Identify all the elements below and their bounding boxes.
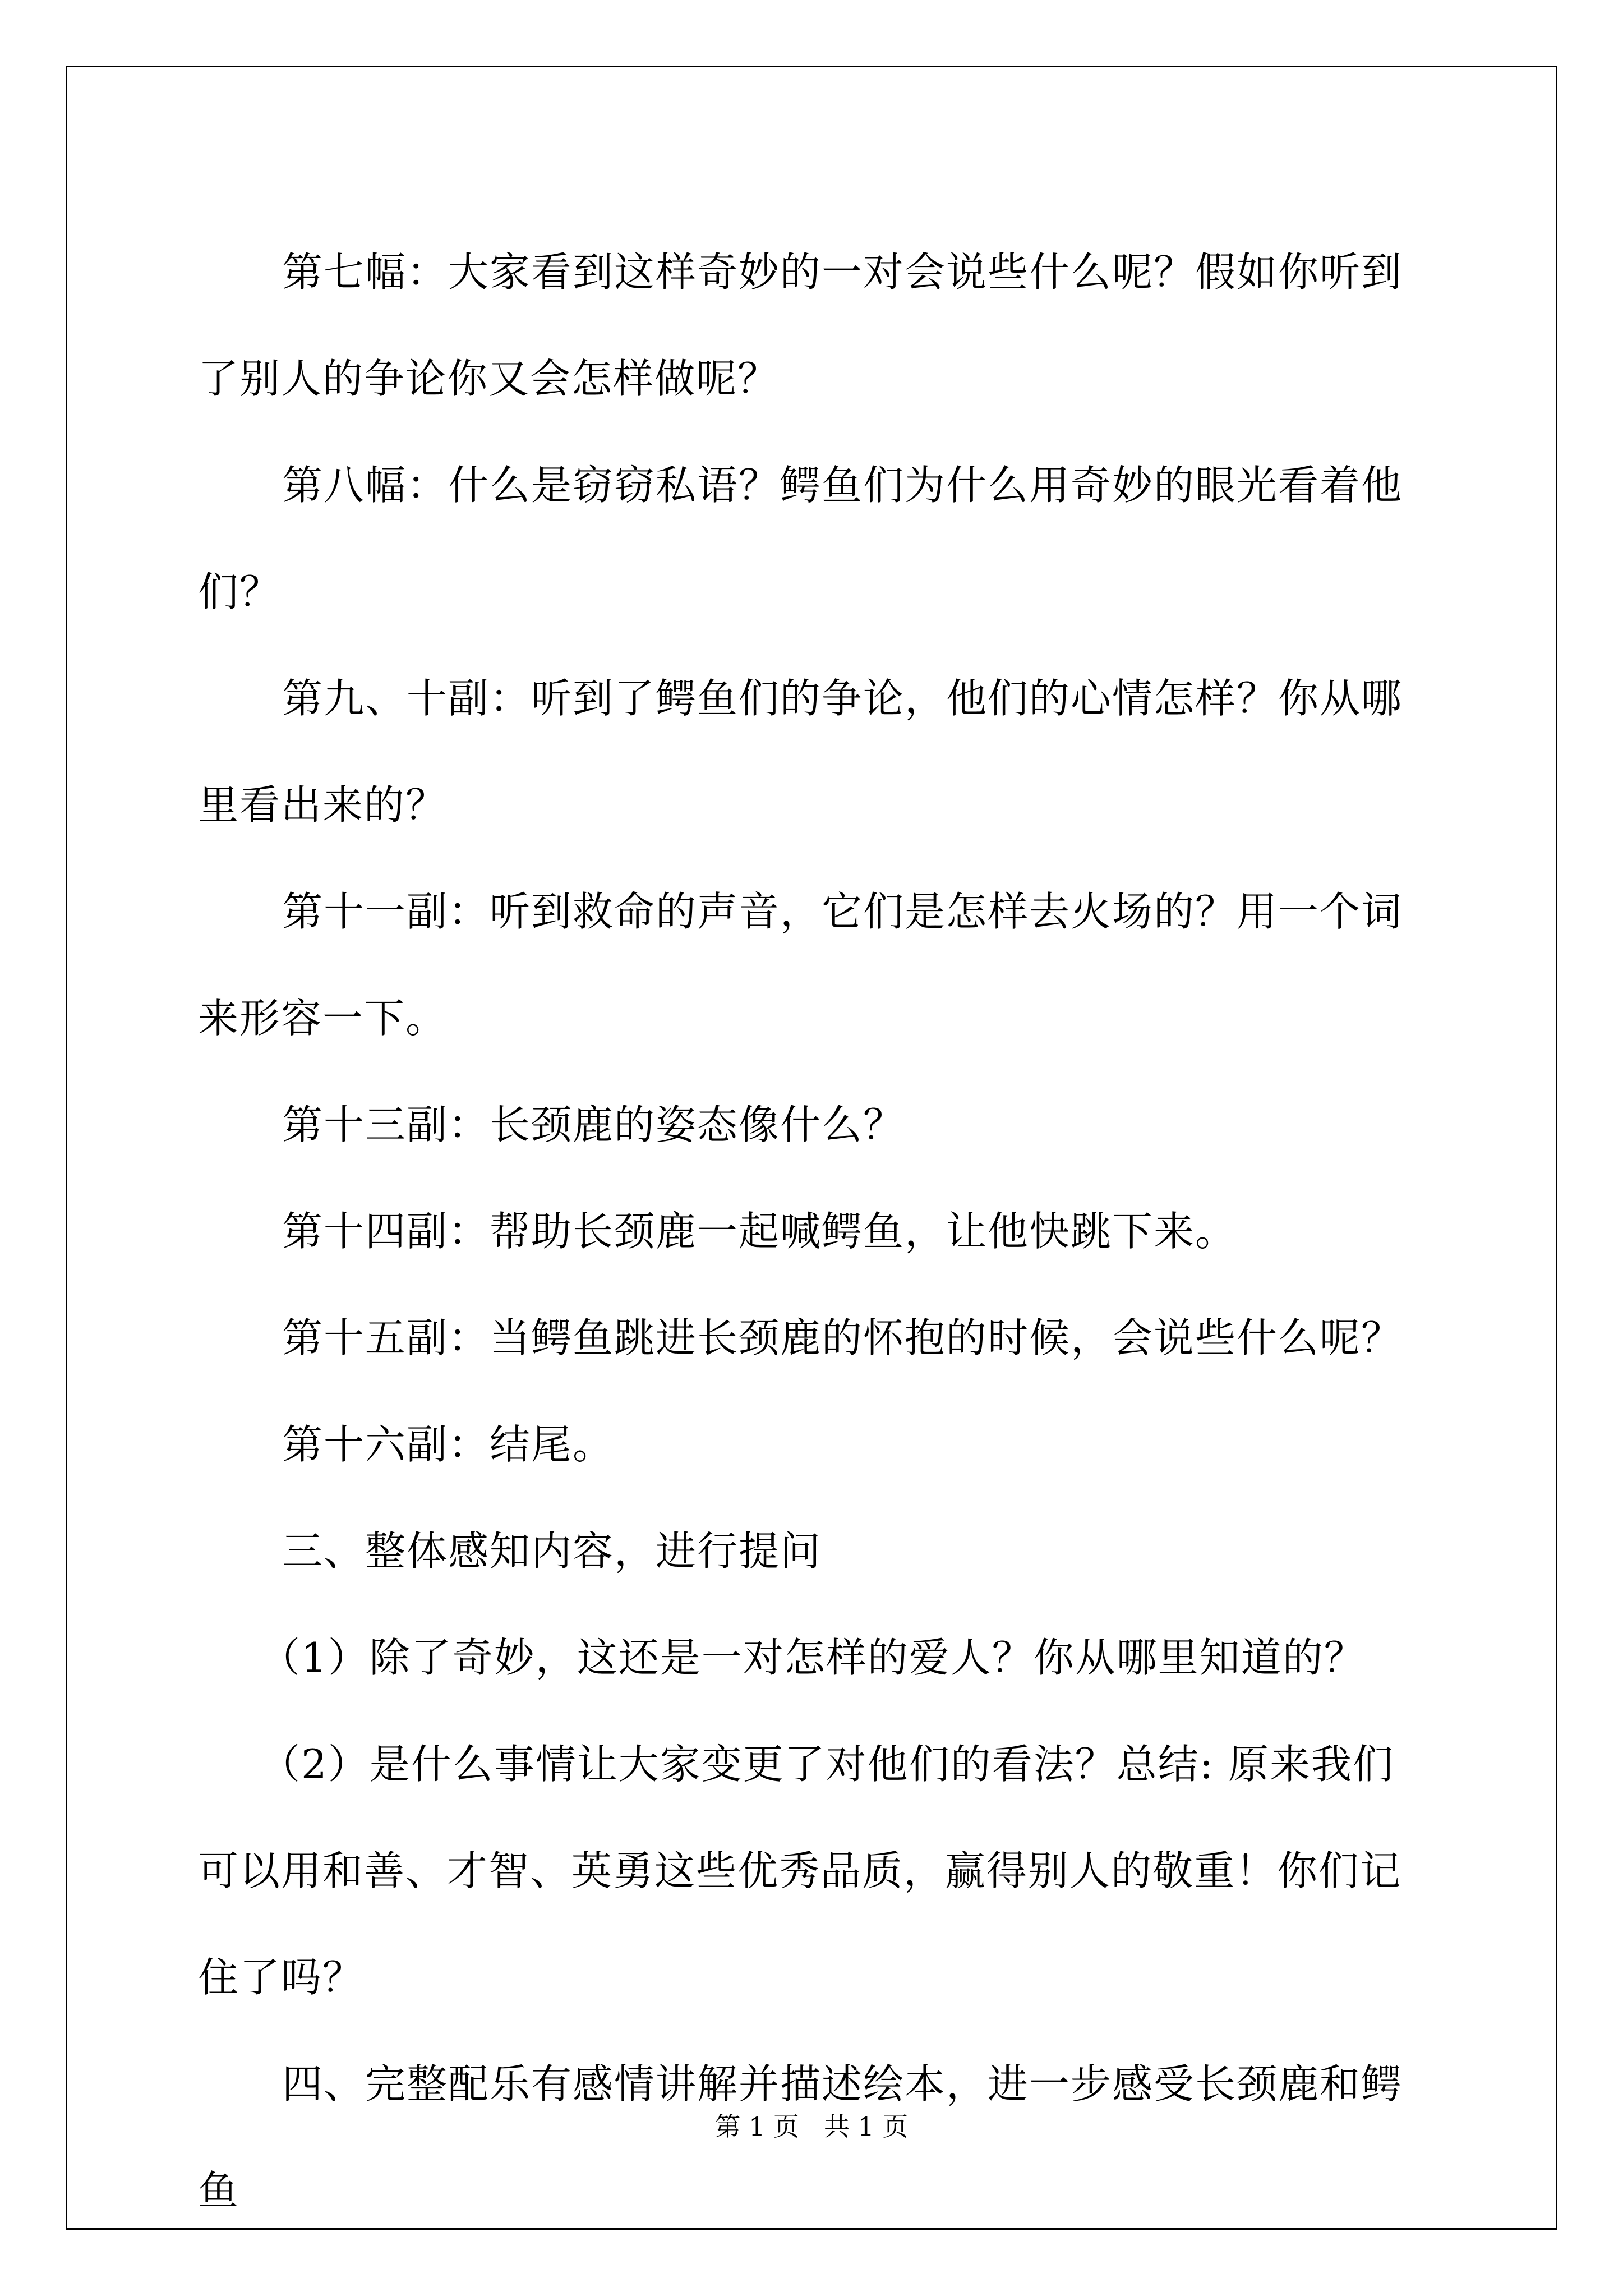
paragraph-5: 第十三副：长颈鹿的姿态像什么？ (282, 1101, 905, 1148)
question-1: （1）除了奇妙，这还是一对怎样的爱人？你从哪里知道的？ (260, 1634, 1366, 1681)
paragraph-6: 第十四副：帮助长颈鹿一起喊鳄鱼，让他快跳下来。 (282, 1208, 1237, 1255)
paragraph-4: 第十一副：听到救命的声音，它们是怎样去火场的？用一个词来形容一下。 (198, 888, 1403, 1042)
paragraph-2: 第八幅：什么是窃窃私语？鳄鱼们为什么用奇妙的眼光看着他们？ (198, 462, 1403, 615)
document-body (198, 219, 1426, 2244)
section-heading-3: 三、整体感知内容，进行提问 (282, 1527, 822, 1575)
paragraph-8: 第十六副：结尾。 (282, 1421, 615, 1468)
footer-spacer (799, 2111, 824, 2142)
paragraph-3: 第九、十副：听到了鳄鱼们的争论，他们的心情怎样？你从哪里看出来的？ (198, 675, 1403, 829)
section-heading-4: 四、完整配乐有感情讲解并描述绘本，进一步感受长颈鹿和鳄鱼 (198, 2060, 1403, 2214)
page-total: 共 1 页 (823, 2111, 909, 2142)
question-2: （2）是什么事情让大家变更了对他们的看法？总结: 原来我们可以用和善、才智、英勇这些优秀品质，赢得别人的敬重！你们记住了吗？ (198, 1741, 1402, 2001)
paragraph-7: 第十五副：当鳄鱼跳进长颈鹿的怀抱的时候，会说些什么呢？ (282, 1314, 1403, 1361)
page-number: 第 1 页 (714, 2111, 800, 2142)
page-footer (0, 2106, 1623, 2143)
paragraph-1: 第七幅：大家看到这样奇妙的一对会说些什么呢？假如你听到了别人的争论你又会怎样做呢？ (198, 249, 1403, 402)
